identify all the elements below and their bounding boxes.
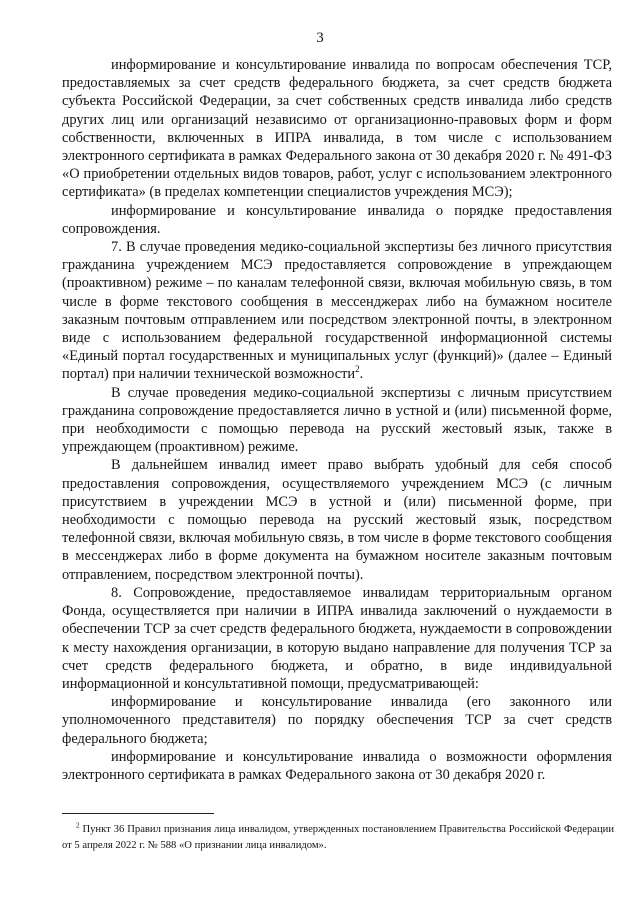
paragraph-choice-of-method: В дальнейшем инвалид имеет право выбрать удобный для себя способ предоставления сопровождения, осуществляемого учреждением МСЭ (с личным присутствием в учреждении МСЭ в устной и (или) письменной форме, при необходимости с помощью перевода на русский жестовый язык, посредством телефонной связи, включая мобильную связь, в том числе в форме текстового сообщения в мессенджерах либо в форме документа на бумажном носителе заказным почтовым отправлением, посредством электронной почты). [62, 457, 612, 583]
paragraph-informing-tsr: информирование и консультирование инвалида по вопросам обеспечения ТСР, предоставляемых за счет средств федерального бюджета, за счет средств бюджета субъекта Российской Федерации, за счет собственных средств инвалида либо средств других лиц или организаций независимо от организационно-правовых форм и форм собственности, включенных в ИПРА инвалида, в том числе с использованием электронного сертификата в рамках Федерального закона от 30 декабря 2020 г. № 491-ФЗ «О приобретении отдельных видов товаров, работ, услуг с использованием электронного сертификата» (в пределах компетенции специалистов учреждения МСЭ); [62, 57, 612, 201]
page-number: 3 [316, 30, 324, 46]
paragraph-item-7-end: . [359, 366, 364, 383]
footnote-reference: 2 [355, 364, 360, 375]
paragraph-item-7 [62, 238, 612, 384]
footnote [62, 822, 614, 854]
paragraph-informing-certificate: информирование и консультирование инвалида о возможности оформления электронного сертификата в рамках Федерального закона от 30 декабря 2020 г. [62, 748, 612, 783]
paragraph-personal-presence: В случае проведения медико-социальной экспертизы с личным присутствием гражданина сопровождение предоставляется лично в устной и (или) письменной форме, при необходимости с помощью перевода на русский жестовый язык, также в упреждающем (проактивном) режиме. [62, 384, 612, 456]
footnote-marker: 2 [76, 821, 80, 830]
paragraph-item-8: 8. Сопровождение, предоставляемое инвалидам территориальным органом Фонда, осуществляется при наличии в ИПРА инвалида заключений о нуждаемости в обеспечении ТСР за счет средств федерального бюджета, нуждаемости в сопровождении к месту нахождения организации, в которую выдано направление для получения ТСР за счет средств федерального бюджета, и обратно, в виде индивидуальной информационной и консультативной помощи, предусматривающей: [62, 584, 612, 692]
footnote-separator [62, 813, 214, 814]
paragraph-informing-representative: информирование и консультирование инвалида (его законного или уполномоченного представителя) по порядку обеспечения ТСР за счет средств федерального бюджета; [62, 694, 612, 747]
document-body [62, 56, 612, 784]
paragraph-item-7-text: 7. В случае проведения медико-социальной экспертизы без личного присутствия гражданина учреждением МСЭ предоставляется сопровождение в упреждающем (проактивном) режиме – по каналам телефонной связи, включая мобильную связь, в том числе в форме текстового сообщения в мессенджерах либо на бумажном носителе заказным почтовым отправлением или посредством электронной почты, в электронном виде с использованием федеральной государственной информационной системы «Единый портал государственных и муниципальных услуг (функций)» (далее – Единый портал) при наличии технической возможности [62, 239, 612, 383]
footnote-text: Пункт 36 Правил признания лица инвалидом, утвержденных постановлением Правительства Российской Федерации от 5 апреля 2022 г. № 588 «О признании лица инвалидом». [62, 824, 614, 851]
paragraph-informing-procedure: информирование и консультирование инвалида о порядке предоставления сопровождения. [62, 202, 612, 237]
